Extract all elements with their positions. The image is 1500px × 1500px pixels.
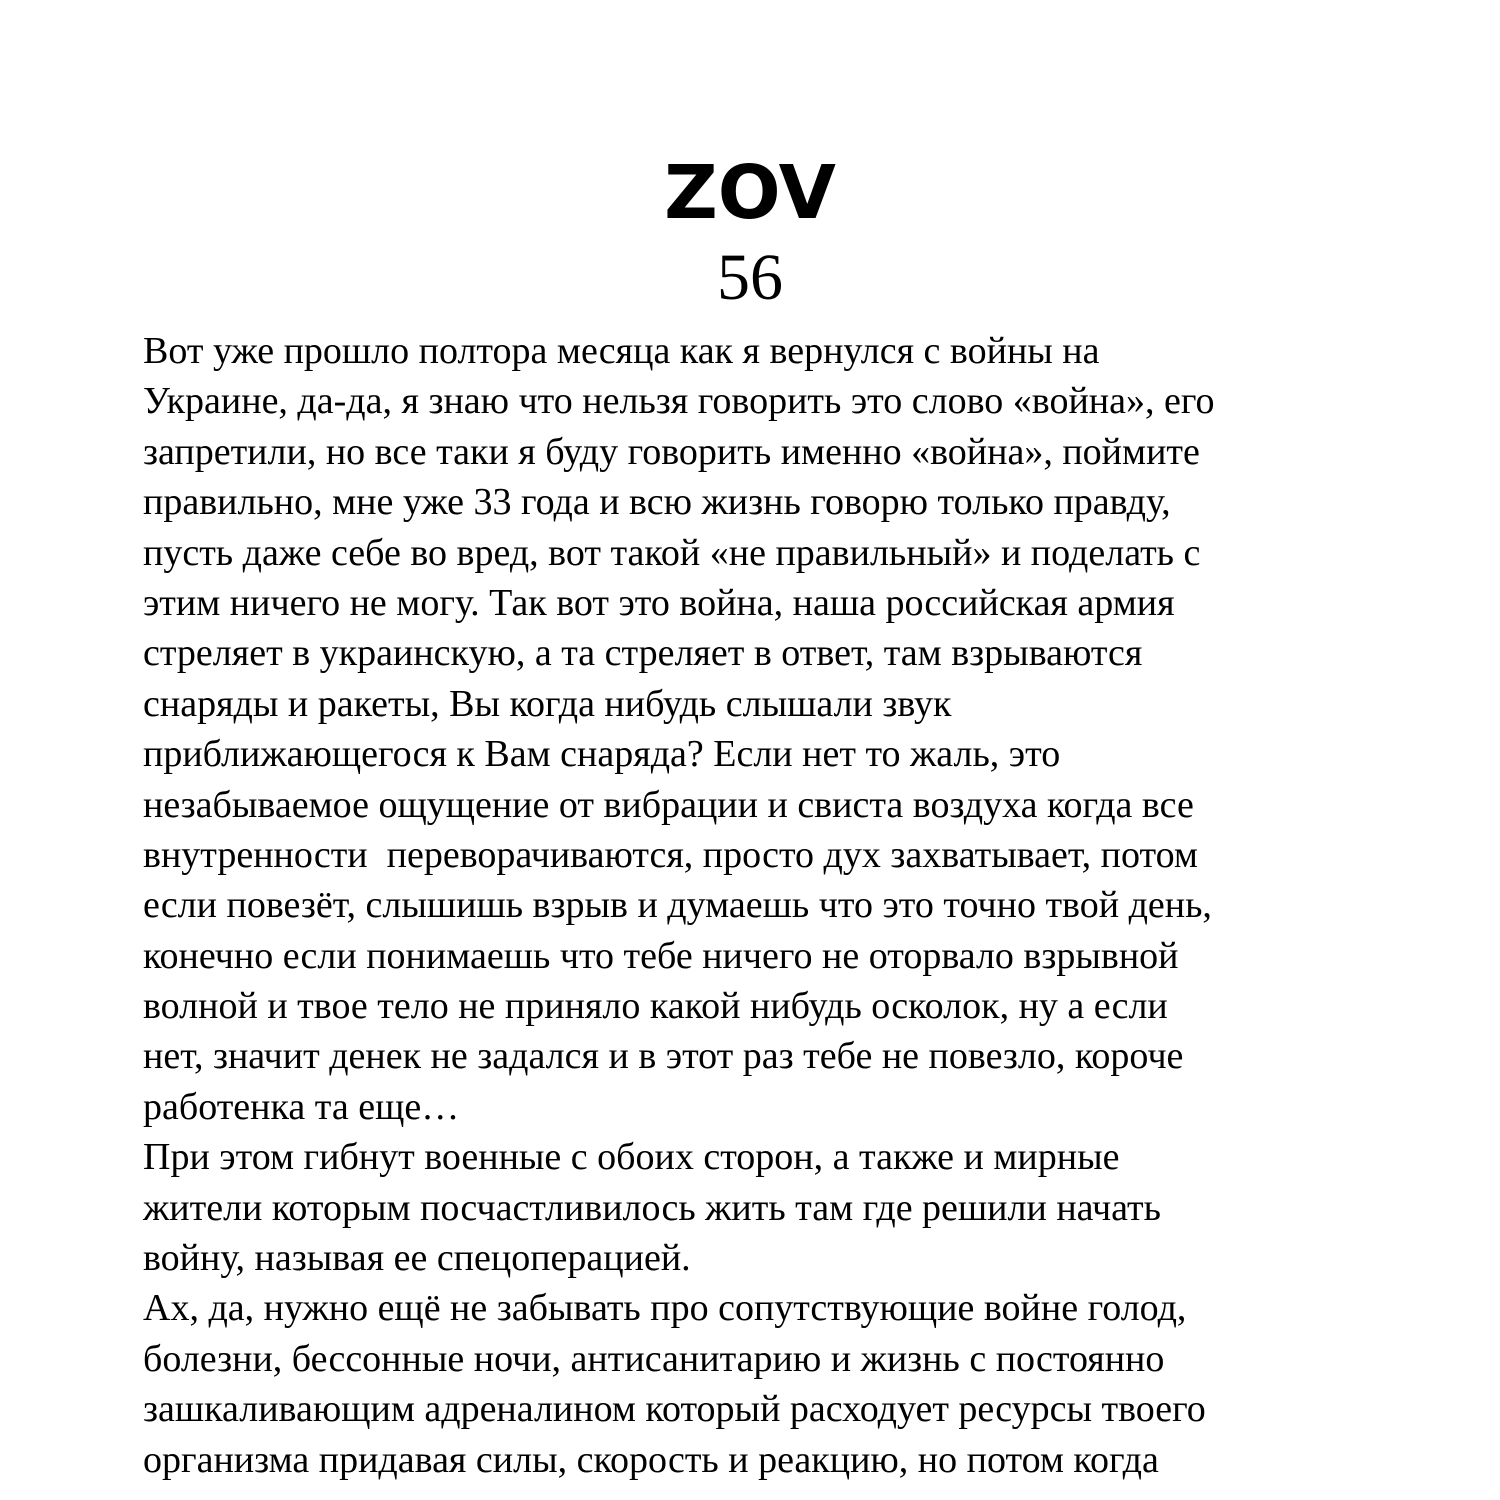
text-line: войну, называя ее спецоперацией. (143, 1237, 691, 1280)
text-line: работенка та еще… (143, 1085, 460, 1128)
text-line: приближающегося к Вам снаряда? Если нет то жаль, это (143, 733, 1061, 776)
text-line: жители которым посчастливилось жить там где решили начать (143, 1186, 1161, 1229)
text-line: если повезёт, слышишь взрыв и думаешь что это точно твой день, (143, 884, 1212, 927)
text-line: зашкаливающим адреналином который расходует ресурсы твоего (143, 1388, 1206, 1431)
body-text (143, 326, 1373, 1485)
text-line: снаряды и ракеты, Вы когда нибудь слышали звук (143, 682, 952, 725)
text-line: нет, значит денек не задался и в этот раз тебе не повезло, короче (143, 1035, 1184, 1078)
text-line: этим ничего не могу. Так вот это война, наша российская армия (143, 581, 1175, 624)
text-line: внутренности переворачиваются, просто дух захватывает, потом (143, 833, 1198, 876)
text-line: Украине, да-да, я знаю что нельзя говорить это слово «война», его (143, 380, 1215, 423)
text-line: незабываемое ощущение от вибрации и свиста воздуха когда все (143, 783, 1194, 826)
text-line: Вот уже прошло полтора месяца как я вернулся с войны на (143, 330, 1100, 372)
chapter-number: 56 (717, 241, 783, 314)
text-line: запретили, но все таки я буду говорить именно «война», поймите (143, 430, 1200, 473)
text-line: пусть даже себе во вред, вот такой «не правильный» и поделать с (143, 531, 1201, 574)
document-title: ZOV (664, 150, 836, 236)
text-line: волной и твое тело не приняло какой нибудь осколок, ну а если (143, 985, 1168, 1028)
text-line: стреляет в украинскую, а та стреляет в ответ, там взрываются (143, 632, 1143, 675)
text-line: Ах, да, нужно ещё не забывать про сопутствующие войне голод, (143, 1287, 1187, 1330)
text-line: правильно, мне уже 33 года и всю жизнь говорю только правду, (143, 481, 1171, 524)
text-line: организма придавая силы, скорость и реакцию, но потом когда (143, 1438, 1159, 1481)
text-line: конечно если понимаешь что тебе ничего не оторвало взрывной (143, 934, 1179, 977)
text-line: При этом гибнут военные с обоих сторон, а также и мирные (143, 1136, 1120, 1179)
text-line: болезни, бессонные ночи, антисанитарию и жизнь с постоянно (143, 1337, 1165, 1380)
